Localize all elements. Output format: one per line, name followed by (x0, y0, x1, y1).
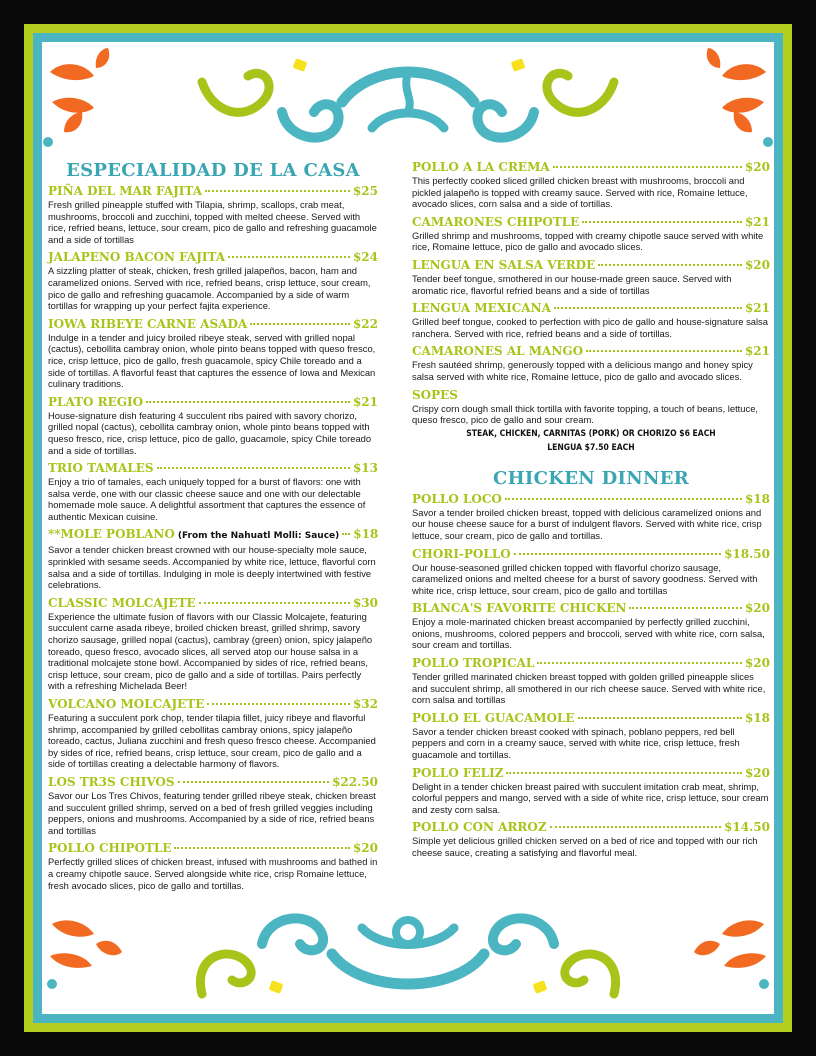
item-price: $18 (744, 710, 770, 725)
dot-leader (578, 717, 742, 719)
item-price: $13 (352, 461, 378, 476)
item-price: $20 (744, 257, 770, 272)
sopes-price-line-1: STEAK, CHICKEN, CARNITAS (PORK) OR CHORIZO $6 EACH (466, 428, 716, 439)
top-center-scroll-icon (202, 72, 614, 138)
dot-leader (550, 826, 721, 828)
item-description: A sizzling platter of steak, chicken, fresh grilled jalapeños, bacon, ham and caramelized onions. Served with rice, refried beans, crisp lettuce, sour cream, pico de gallo and refreshing guacamole. Accompanied by a side of warm tortillas for wrapping up your perfect fajita experience. (48, 265, 371, 312)
item-price: $32 (352, 697, 378, 711)
item-description: Tender beef tongue, smothered in our house-made green sauce. Served with aromatic rice, flavorful refried beans and a side of tortillas (412, 272, 732, 296)
item-price: $22.50 (332, 774, 378, 789)
menu-item-camarones-chipotle (412, 215, 770, 253)
item-description: Fresh grilled pineapple stuffed with Tilapia, shrimp, scallops, crab meat, mushrooms, broccoli and zucchini, topped with melted cheese. Served with rice, refried beans, lettuce, sour cream, pico de gallo and refreshing guacamole and a side of tortillas (48, 199, 377, 245)
item-description: Experience the ultimate fusion of flavors with our Classic Molcajete, featuring succulent carne asada ribeye, broiled chicken breast, grilled shrimp, savory chorizo sausage, grilled nopal (cactus), cambray (green) onion, spicy jalapeño toreado, queso fresco, avocado slices, all served atop our house salsa in a traditional molcajete stone bowl. Accompanied by sides of rice, refried beans, crisp lettuce, sour cream, pico de gallo and a side of tortillas. Pairs perfectly with a refreshing Michelada Beer! (48, 610, 373, 692)
item-price: $21 (744, 344, 770, 359)
menu-page (42, 42, 774, 1014)
item-description: Enjoy a mole-marinated chicken breast accompanied by perfectly grilled zucchini, onions, mushrooms, colored peppers and broccoli, served with white rice, corn salsa, sour cream and tortillas. (412, 616, 765, 651)
dot-leader (586, 350, 742, 352)
especialidad-title: ESPECIALIDAD DE LA CASA (66, 160, 360, 181)
menu-item-pollo-feliz (412, 766, 770, 816)
menu-item-chori-pollo (412, 547, 770, 597)
item-price: $20 (744, 601, 770, 616)
item-price: $20 (744, 656, 770, 671)
item-name: CAMARONES AL MANGO (412, 344, 584, 359)
dot-leader (207, 703, 350, 705)
item-name: POLLO CHIPOTLE (48, 841, 172, 856)
item-description: House-signature dish featuring 4 succulent ribs paired with savory chorizo, grilled nopal (cactus), cebollita cambray onion, whole pinto beans topped with queso fresco, rice, crisp lettuce, pico de gallo, guacamole, spicy Chile toreado and a side of tortillas. (48, 409, 372, 456)
top-right-flower-icon (707, 48, 773, 147)
especialidad-list (48, 184, 378, 891)
item-price: $21 (744, 301, 770, 316)
item-description: Tender grilled marinated chicken breast topped with golden grilled pineapple slices and succulent shrimp, all smothered in our rich cheese sauce. Served with white rice, corn salsa and tortillas (412, 671, 766, 706)
item-description: Delight in a tender chicken breast paired with succulent imitation crab meat, shrimp, colorful peppers and mango, served with a side of white rice, crisp lettuce, sour cream and zesty corn salsa. (412, 780, 769, 815)
item-price: $22 (352, 316, 378, 331)
item-name: **MOLE POBLANO (48, 527, 175, 542)
item-price: $21 (352, 394, 378, 409)
item-price: $21 (744, 214, 770, 229)
item-description: Grilled shrimp and mushrooms, topped with creamy chipotle sauce served with white rice, Romaine lettuce, pico de gallo and avocado slices. (412, 229, 764, 253)
bottom-left-flower-icon (47, 920, 122, 989)
item-name: POLLO TROPICAL (412, 656, 535, 671)
right-column (412, 160, 770, 864)
dot-leader (342, 533, 350, 535)
dot-leader (514, 553, 721, 555)
menu-item-pollo-el-guacamole (412, 711, 770, 761)
menu-item-plato-regio (48, 395, 378, 456)
dot-leader (553, 166, 742, 168)
item-name: BLANCA'S FAVORITE CHICKEN (412, 601, 627, 616)
item-description: Grilled beef tongue, cooked to perfection with pico de gallo and house-signature salsa ranchera. Served with rice, refried beans and a side of tortillas. (412, 316, 768, 339)
menu-item-pi-a-del-mar-fajita (48, 184, 378, 245)
dot-leader (582, 221, 742, 223)
chicken-dinner-title: CHICKEN DINNER (493, 467, 689, 489)
item-price: $20 (352, 841, 378, 856)
dot-leader (199, 602, 350, 604)
dot-leader (178, 781, 330, 783)
right-specials-list (412, 160, 770, 383)
item-description: Savor our Los Tres Chivos, featuring tender grilled ribeye steak, chicken breast and succulent grilled shrimp, served on a bed of fresh grilled veggies including peppers, onions and mushrooms. Accompanied by a side of rice, refried beans and tortillas (48, 789, 376, 836)
item-name: CLASSIC MOLCAJETE (48, 595, 196, 610)
item-price: $18 (353, 527, 379, 542)
item-price: $20 (744, 765, 770, 780)
menu-item-pollo-con-arroz (412, 820, 770, 858)
dot-leader (537, 662, 742, 664)
item-description: Savor a tender chicken breast crowned with our house-specialty mole sauce, sprinkled with sesame seeds. Accompanied by white rice, lettuce, flavorful corn salsa and a side of tortillas. Indulging in mole is deeply intertwined with festive celebrations. (48, 544, 376, 591)
menu-item-pollo-chipotle (48, 841, 378, 891)
item-description: Fresh sautéed shrimp, generously topped with a delicious mango and honey spicy salsa served with white rice, Romaine lettuce, pico de gallo and avocado slices. (412, 359, 753, 382)
dot-leader (250, 323, 350, 325)
item-price: $18 (744, 491, 770, 506)
item-description: Crispy corn dough small thick tortilla with favorite topping, a touch of beans, lettuce, queso fresco, pico de gallo and sour cream. (412, 402, 759, 426)
dot-leader (598, 264, 742, 266)
item-name: VOLCANO MOLCAJETE (48, 697, 205, 711)
item-price: $20 (744, 160, 770, 174)
menu-item-pollo-tropical (412, 656, 770, 706)
item-name: LENGUA MEXICANA (412, 301, 551, 316)
dot-leader (554, 307, 742, 309)
item-name: CHORI-POLLO (412, 546, 511, 561)
item-price: $30 (352, 595, 378, 610)
item-name: TRIO TAMALES (48, 461, 154, 476)
bottom-scroll-ornament (42, 904, 774, 1014)
item-description: Indulge in a tender and juicy broiled ribeye steak, served with grilled nopal (cactus), cebollita cambray onion, whole pinto beans topped with queso fresco, rice, crisp lettuce, pico de gallo, fresh guacamole, spicy Chile toreado and a side of tortillas. A flavorful feast that captures the essence of Iowa and Mexican culinary traditions. (48, 331, 376, 390)
top-scroll-ornament (42, 42, 774, 162)
item-name: CAMARONES CHIPOTLE (412, 214, 580, 229)
item-name: IOWA RIBEYE CARNE ASADA (48, 316, 248, 331)
menu-item-los-tr3s-chivos (48, 775, 378, 836)
item-name: LENGUA EN SALSA VERDE (412, 257, 596, 272)
item-name: POLLO EL GUACAMOLE (412, 710, 575, 725)
item-description: Perfectly grilled slices of chicken breast, infused with mushrooms and bathed in a creamy chipotle sauce. Served alongside white rice, crisp Romaine lettuce, fresh avocado slices, pico de gallo and tortillas. (48, 856, 378, 891)
item-note: (From the Nahuatl Molli: Sauce) (177, 531, 340, 542)
item-price: $24 (352, 250, 378, 265)
menu-item-volcano-molcajete (48, 697, 378, 770)
item-description: Our house-seasoned grilled chicken topped with flavorful chorizo sausage, caramelized onions and melted cheese for a burst of savory goodness. Served with white rice, crisp lettuce, sour cream, pico de gallo and tortillas (412, 561, 758, 596)
menu-item-pollo-a-la-crema (412, 160, 770, 210)
item-description: Savor a tender broiled chicken breast, topped with delicious caramelized onions and our house cheese sauce for a burst of indulgent flavors. Served with white rice, crisp lettuce, sour cream, pico de gallo and tortillas. (412, 506, 762, 541)
menu-item-mole-poblano (48, 527, 378, 590)
menu-item-lengua-en-salsa-verde (412, 258, 770, 296)
item-name: LOS TR3S CHIVOS (48, 774, 175, 789)
dot-leader (205, 190, 350, 192)
chicken-dinner-list (412, 492, 770, 859)
item-price: $25 (352, 184, 378, 198)
dot-leader (505, 498, 742, 500)
item-name: SOPES (412, 387, 458, 402)
dot-leader (146, 401, 350, 403)
item-name: JALAPENO BACON FAJITA (48, 250, 226, 265)
item-name: POLLO LOCO (412, 491, 502, 506)
item-price: $14.50 (724, 820, 770, 835)
item-price: $18.50 (724, 546, 770, 561)
top-left-flower-icon (43, 48, 109, 147)
dot-leader (506, 772, 741, 774)
menu-item-pollo-loco (412, 492, 770, 542)
menu-item-classic-molcajete (48, 596, 378, 692)
item-name: POLLO FELIZ (412, 765, 504, 780)
sopes-price-line-2: LENGUA $7.50 EACH (547, 442, 635, 453)
dot-leader (174, 847, 349, 849)
menu-item-lengua-mexicana (412, 301, 770, 339)
menu-item-jalapeno-bacon-fajita (48, 250, 378, 311)
item-description: Enjoy a trio of tamales, each uniquely topped for a burst of flavors: one with salsa verde, one with our classic cheese sauce and one with our delectable homemade mole sauce. A delightful assortment that captures the essence of authentic Mexican cuisine. (48, 476, 366, 522)
item-name: PIÑA DEL MAR FAJITA (48, 184, 203, 198)
dot-leader (228, 256, 350, 258)
bottom-right-flower-icon (694, 920, 769, 989)
menu-item-iowa-ribeye-carne-asada (48, 317, 378, 390)
menu-item-trio-tamales (48, 461, 378, 522)
left-column (48, 160, 378, 896)
item-name: POLLO CON ARROZ (412, 820, 547, 835)
bottom-center-scroll-icon (200, 918, 615, 994)
item-name: POLLO A LA CREMA (412, 160, 550, 174)
item-description: Simple yet delicious grilled chicken served on a bed of rice and topped with our rich cheese sauce, creating a satisfying and flavorful meal. (412, 835, 758, 858)
menu-item-camarones-al-mango (412, 344, 770, 382)
dot-leader (629, 607, 741, 609)
dot-leader (157, 467, 350, 469)
item-name: PLATO REGIO (48, 394, 144, 409)
menu-item-sopes (412, 388, 770, 454)
item-description: This perfectly cooked sliced grilled chicken breast with mushrooms, broccoli and pickled jalapeño is topped with creamy sauce. Served with rice, Romaine lettuce, avocado slices, corn salsa and a side of tortillas. (412, 175, 748, 210)
menu-item-blanca-s-favorite-chicken (412, 601, 770, 651)
item-description: Savor a tender chicken breast cooked with spinach, poblano peppers, red bell peppers and corn in a creamy sauce, served with white rice, crisp lettuce, fresh guacamole and tortillas. (412, 725, 740, 761)
item-description: Featuring a succulent pork chop, tender tilapia fillet, juicy ribeye and flavorful shrimp, accompanied by grilled cebollitas cambray onions, spicy jalapeño toreado, cactus, Juliana zucchini and fresh queso fresco cheese. Accompanied by sides of rice, refried beans, crisp lettuce, sour cream, pico de gallo and a side of tortillas creating a delectable harmony of flavors. (48, 712, 376, 770)
